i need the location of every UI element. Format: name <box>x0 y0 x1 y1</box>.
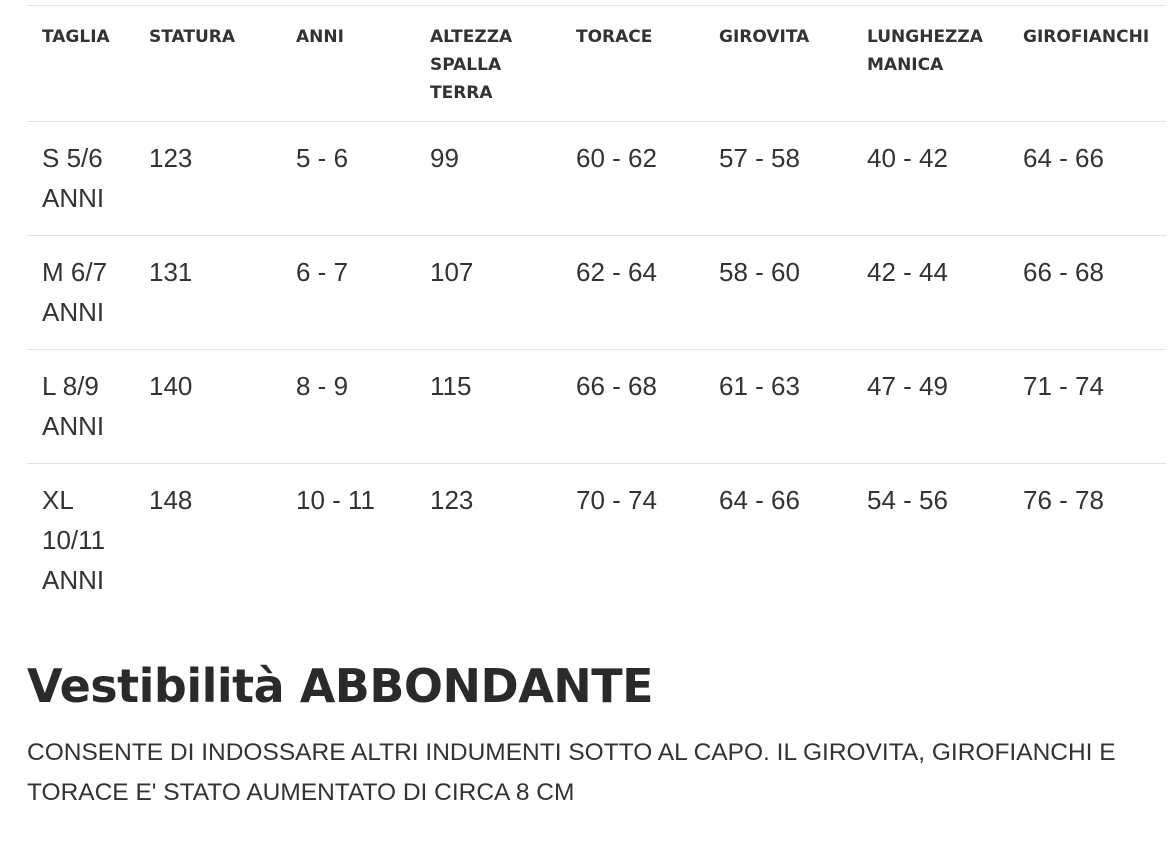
table-row <box>27 236 1166 350</box>
cell-girofianchi: 71 - 74 <box>1008 350 1166 464</box>
cell-altezza-spalla-terra: 115 <box>415 350 561 464</box>
table-row <box>27 350 1166 464</box>
cell-lunghezza-manica: 40 - 42 <box>852 122 1008 236</box>
cell-statura: 148 <box>149 485 193 515</box>
cell-statura: 123 <box>134 122 281 236</box>
cell-torace: 66 - 68 <box>561 350 704 464</box>
table-row <box>27 464 1166 618</box>
cell-torace: 70 - 74 <box>576 485 657 515</box>
cell-statura: 131 <box>134 236 281 350</box>
cell-statura: 140 <box>134 350 281 464</box>
cell-taglia: M 6/7 ANNI <box>27 236 134 350</box>
table-row <box>27 122 1166 236</box>
cell-girofianchi: 76 - 78 <box>1023 485 1104 515</box>
cell-girofianchi: 64 - 66 <box>1008 122 1166 236</box>
cell-lunghezza-manica: 54 - 56 <box>867 485 948 515</box>
cell-lunghezza-manica: 42 - 44 <box>852 236 1008 350</box>
header-girofianchi: GIROFIANCHI <box>1008 6 1166 122</box>
cell-taglia: XL 10/11 ANNI <box>42 485 106 595</box>
cell-altezza-spalla-terra: 99 <box>415 122 561 236</box>
cell-taglia: S 5/6 ANNI <box>27 122 134 236</box>
table-header-row <box>27 6 1166 122</box>
cell-girovita: 58 - 60 <box>704 236 852 350</box>
cell-altezza-spalla-terra: 107 <box>415 236 561 350</box>
header-anni: ANNI <box>281 6 415 122</box>
cell-lunghezza-manica: 47 - 49 <box>852 350 1008 464</box>
cell-girovita: 61 - 63 <box>704 350 852 464</box>
cell-girovita: 57 - 58 <box>704 122 852 236</box>
header-torace: TORACE <box>561 6 704 122</box>
fit-section-description: CONSENTE DI INDOSSARE ALTRI INDUMENTI SOTTO AL CAPO. IL GIROVITA, GIROFIANCHI E TORACE E' STATO AUMENTATO DI CIRCA 8 CM <box>27 739 1116 806</box>
fit-section-title: Vestibilità ABBONDANTE <box>27 659 654 713</box>
header-lunghezza-manica: LUNGHEZZA MANICA <box>852 6 1008 122</box>
cell-girovita: 64 - 66 <box>719 485 800 515</box>
cell-torace: 62 - 64 <box>561 236 704 350</box>
cell-girofianchi: 66 - 68 <box>1008 236 1166 350</box>
cell-altezza-spalla-terra: 123 <box>430 485 474 515</box>
header-altezza-spalla-terra: ALTEZZA SPALLA TERRA <box>415 6 561 122</box>
cell-torace: 60 - 62 <box>561 122 704 236</box>
cell-anni: 5 - 6 <box>281 122 415 236</box>
header-statura: STATURA <box>134 6 281 122</box>
header-taglia: TAGLIA <box>27 6 134 122</box>
cell-anni: 10 - 11 <box>296 485 376 515</box>
size-chart-table <box>27 6 1166 617</box>
cell-anni: 6 - 7 <box>281 236 415 350</box>
cell-taglia: L 8/9 ANNI <box>27 350 134 464</box>
header-girovita: GIROVITA <box>704 6 852 122</box>
cell-anni: 8 - 9 <box>281 350 415 464</box>
